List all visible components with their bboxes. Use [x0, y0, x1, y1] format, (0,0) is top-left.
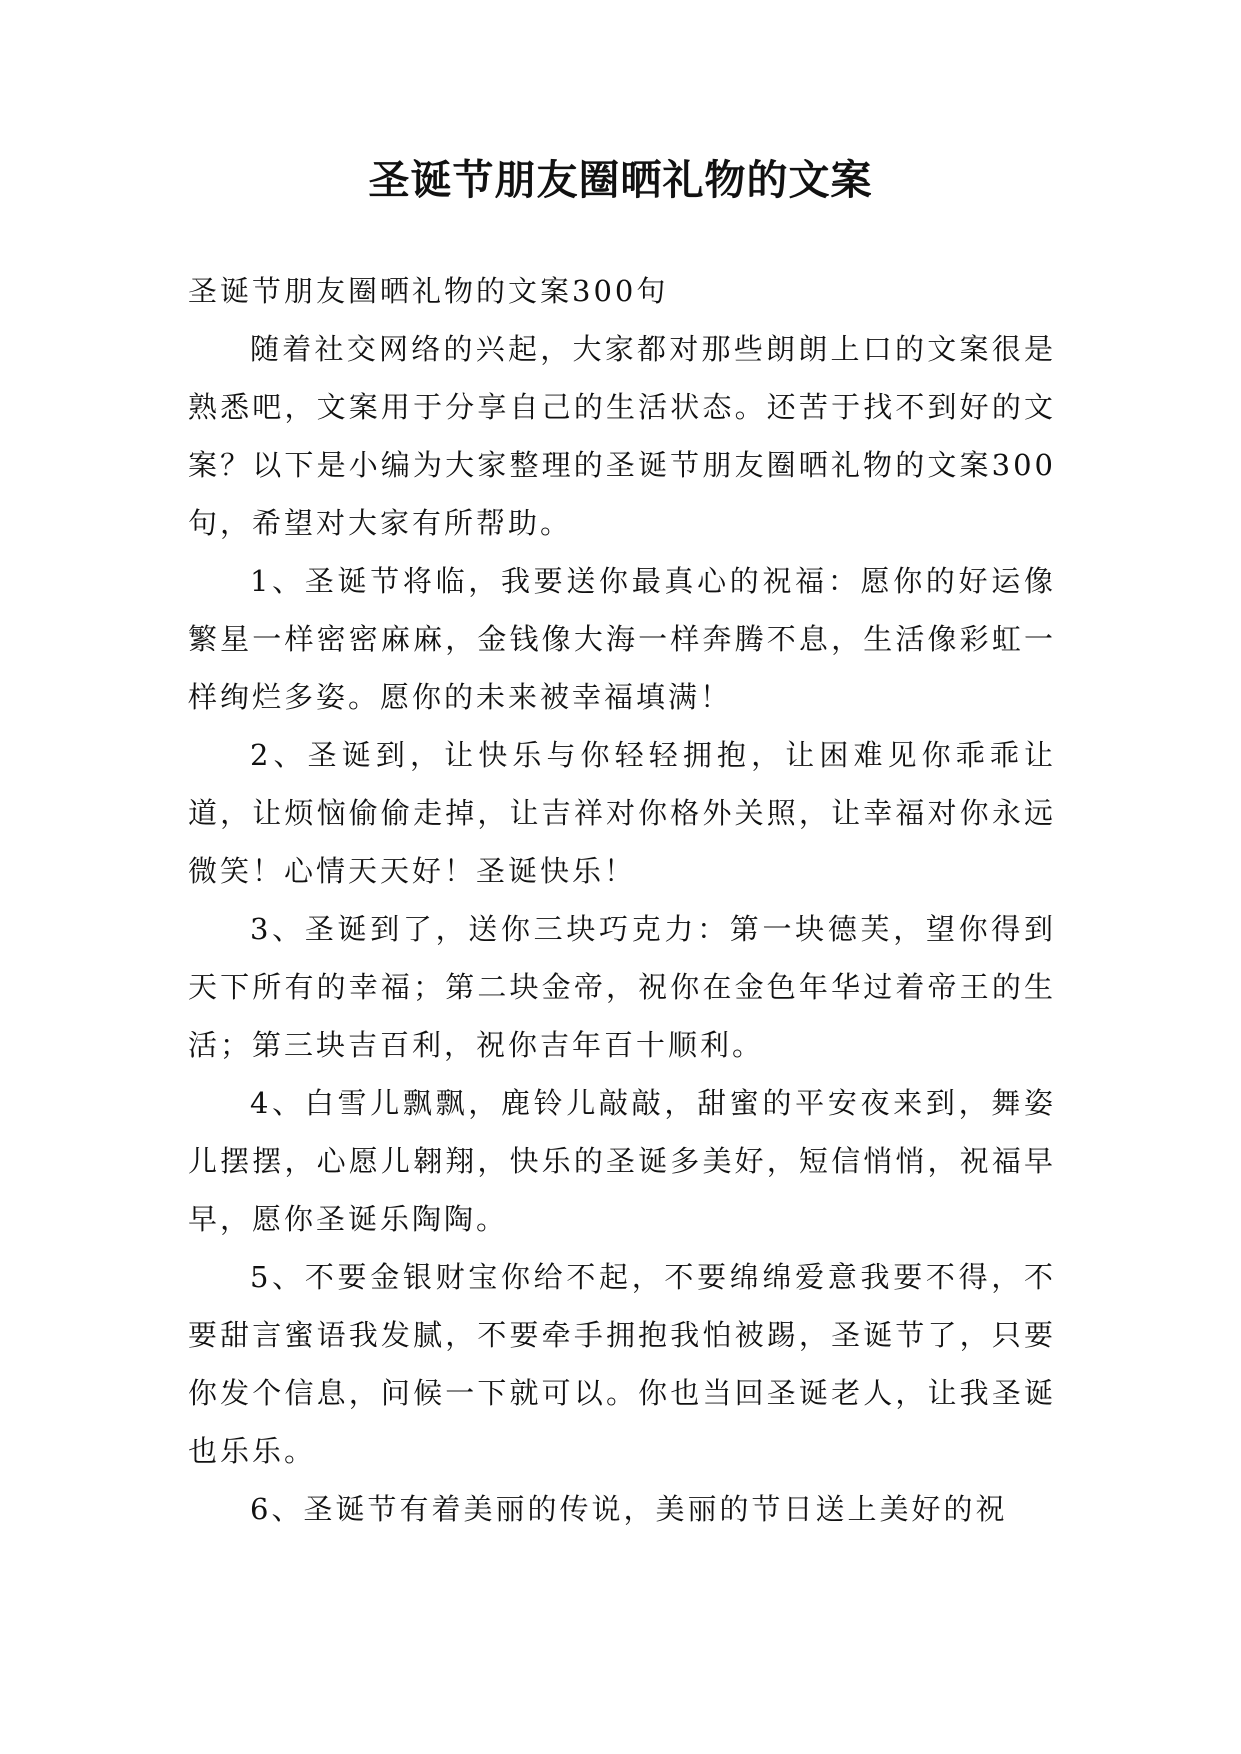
- list-item: 2、圣诞到，让快乐与你轻轻拥抱，让困难见你乖乖让道，让烦恼偷偷走掉，让吉祥对你格外关照，让幸福对你永远微笑！心情天天好！圣诞快乐！: [188, 738, 1056, 888]
- intro-paragraph: 随着社交网络的兴起，大家都对那些朗朗上口的文案很是熟悉吧，文案用于分享自己的生活状态。还苦于找不到好的文案？以下是小编为大家整理的圣诞节朋友圈晒礼物的文案300句，希望对大家有所帮助。: [188, 332, 1056, 540]
- list-item: 4、白雪儿飘飘，鹿铃儿敲敲，甜蜜的平安夜来到，舞姿儿摆摆，心愿儿翱翔，快乐的圣诞多美好，短信悄悄，祝福早早，愿你圣诞乐陶陶。: [188, 1086, 1056, 1236]
- list-item: 5、不要金银财宝你给不起，不要绵绵爱意我要不得，不要甜言蜜语我发腻，不要牵手拥抱我怕被踢，圣诞节了，只要你发个信息，问候一下就可以。你也当回圣诞老人，让我圣诞也乐乐。: [188, 1260, 1056, 1468]
- list-item: 3、圣诞到了，送你三块巧克力：第一块德芙，望你得到天下所有的幸福；第二块金帝，祝你在金色年华过着帝王的生活；第三块吉百利，祝你吉年百十顺利。: [188, 912, 1056, 1062]
- document-subtitle: 圣诞节朋友圈晒礼物的文案300句: [188, 274, 669, 308]
- document-body: [188, 262, 1056, 1538]
- list-item: 1、圣诞节将临，我要送你最真心的祝福：愿你的好运像繁星一样密密麻麻，金钱像大海一样奔腾不息，生活像彩虹一样绚烂多姿。愿你的未来被幸福填满！: [188, 564, 1056, 714]
- document-title: 圣诞节朋友圈晒礼物的文案: [368, 156, 873, 204]
- list-item: 6、圣诞节有着美丽的传说，美丽的节日送上美好的祝: [250, 1492, 1008, 1526]
